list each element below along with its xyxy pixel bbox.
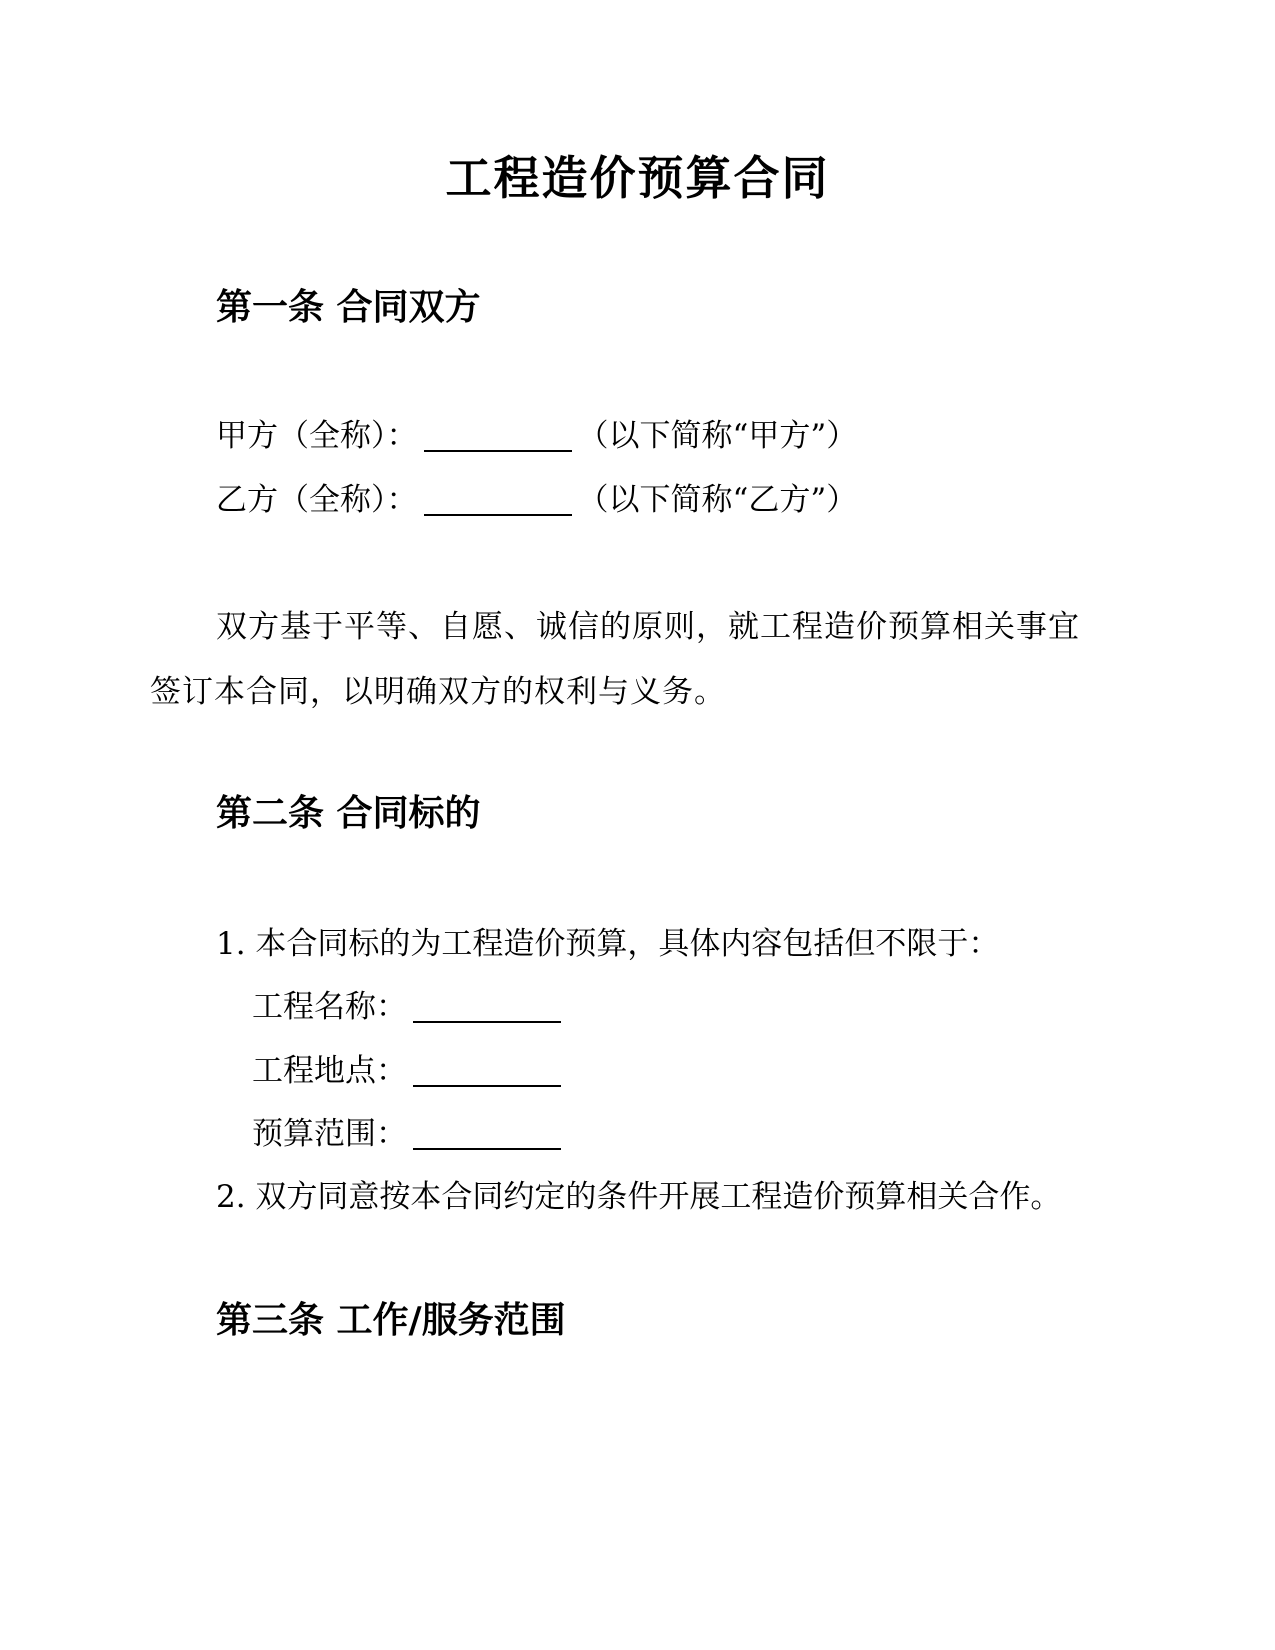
party-a-line — [216, 414, 857, 458]
field-budget-scope-blank[interactable] — [413, 1114, 561, 1150]
party-b-suffix: （以下简称“乙方”） — [577, 482, 858, 518]
section-1-heading: 第一条 合同双方 — [216, 287, 481, 328]
field-project-name-label: 工程名称： — [252, 989, 407, 1025]
field-project-name-blank[interactable] — [413, 987, 561, 1023]
section-3-heading: 第三条 工作/服务范围 — [216, 1300, 566, 1341]
document-title: 工程造价预算合同 — [445, 151, 830, 205]
section-2-heading: 第二条 合同标的 — [216, 793, 481, 834]
party-a-label: 甲方（全称）： — [216, 418, 418, 454]
party-a-suffix: （以下简称“甲方”） — [577, 418, 858, 454]
party-b-line — [216, 478, 857, 522]
field-project-location — [252, 1049, 567, 1093]
field-budget-scope — [252, 1112, 567, 1156]
field-project-location-label: 工程地点： — [252, 1053, 407, 1089]
section-1-paragraph: 双方基于平等、自愿、诚信的原则，就工程造价预算相关事宜签订本合同，以明确双方的权利与义务。 — [150, 609, 1080, 710]
party-b-label: 乙方（全称）： — [216, 482, 418, 518]
field-budget-scope-label: 预算范围： — [252, 1116, 407, 1152]
field-project-name — [252, 985, 567, 1029]
party-a-blank[interactable] — [424, 416, 572, 452]
field-project-location-blank[interactable] — [413, 1051, 561, 1087]
section-2-item-2: 2. 双方同意按本合同约定的条件开展工程造价预算相关合作。 — [216, 1179, 1062, 1215]
section-2-item-1: 1. 本合同标的为工程造价预算，具体内容包括但不限于： — [216, 926, 1000, 962]
party-b-blank[interactable] — [424, 480, 572, 516]
